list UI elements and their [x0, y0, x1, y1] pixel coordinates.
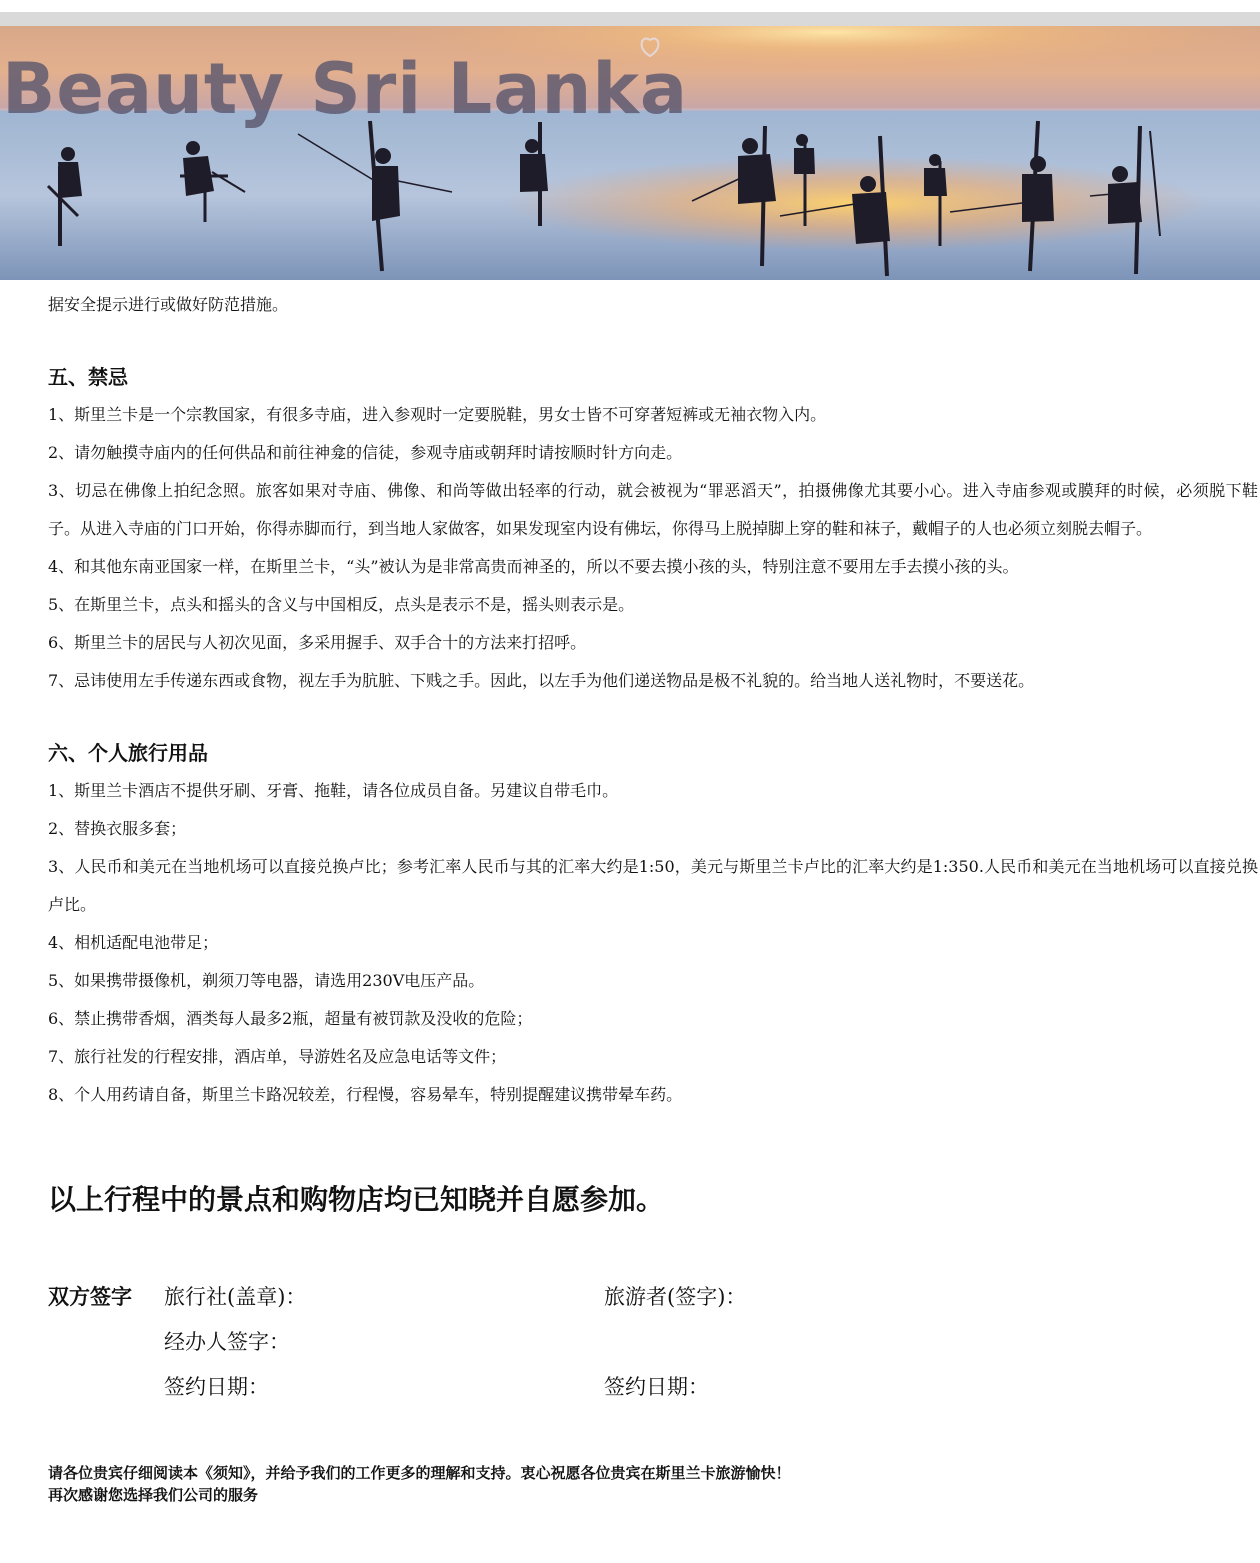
signature-label: 双方签字 [48, 1285, 132, 1309]
section-5-item: 5、在斯里兰卡，点头和摇头的含义与中国相反，点头是表示不是，摇头则表示是。 [48, 595, 635, 614]
section-6-item: 7、旅行社发的行程安排，酒店单，导游姓名及应急电话等文件； [48, 1047, 507, 1066]
agency-seal-field: 旅行社(盖章)： [164, 1285, 307, 1309]
section-6-item: 1、斯里兰卡酒店不提供牙刷、牙膏、拖鞋，请各位成员自备。另建议自带毛巾。 [48, 781, 619, 800]
section-5-item: 4、和其他东南亚国家一样，在斯里兰卡，“头”被认为是非常高贵而神圣的，所以不要去摸小孩的头，特别注意不要用左手去摸小孩的头。 [48, 557, 1019, 576]
footer-line-2: 再次感谢您选择我们公司的服务 [48, 1486, 259, 1504]
section-5-item: 2、请勿触摸寺庙内的任何供品和前往神龛的信徒，参观寺庙或朝拜时请按顺时针方向走。 [48, 443, 683, 462]
section-6-heading: 六、个人旅行用品 [48, 741, 208, 765]
tourist-date-field: 签约日期： [604, 1375, 709, 1399]
section-5-heading: 五、禁忌 [48, 365, 128, 389]
top-margin [0, 0, 1260, 12]
intro-fragment: 据安全提示进行或做好防范措施。 [48, 295, 289, 314]
handler-sign-field: 经办人签字： [164, 1330, 290, 1354]
banner-title: Beauty Sri Lanka [2, 48, 689, 130]
footer-line-1: 请各位贵宾仔细阅读本《须知》，并给予我们的工作更多的理解和支持。衷心祝愿各位贵宾在斯里兰卡旅游愉快！ [48, 1464, 791, 1482]
section-6-item: 8、个人用药请自备，斯里兰卡路况较差，行程慢，容易晕车，特别提醒建议携带晕车药。 [48, 1085, 683, 1104]
signature-block [48, 1281, 1208, 1416]
section-5-item: 6、斯里兰卡的居民与人初次见面，多采用握手、双手合十的方法来打招呼。 [48, 633, 587, 652]
banner-image [0, 26, 1260, 280]
section-6-item: 5、如果携带摄像机，剃须刀等电器，请选用230V电压产品。 [48, 971, 485, 990]
section-5-item: 1、斯里兰卡是一个宗教国家，有很多寺庙，进入参观时一定要脱鞋，男女士皆不可穿著短裤或无袖衣物入内。 [48, 405, 827, 424]
section-6-item: 4、相机适配电池带足； [48, 933, 219, 952]
section-5-item: 7、忌讳使用左手传递东西或食物，视左手为肮脏、下贱之手。因此，以左手为他们递送物品是极不礼貌的。给当地人送礼物时，不要送花。 [48, 671, 1035, 690]
section-6-item: 6、禁止携带香烟，酒类每人最多2瓶，超量有被罚款及没收的危险； [48, 1009, 533, 1028]
participation-notice: 以上行程中的景点和购物店均已知晓并自愿参加。 [48, 1183, 665, 1216]
agency-date-field: 签约日期： [164, 1375, 269, 1399]
section-6-item: 3、人民币和美元在当地机场可以直接兑换卢比；参考汇率人民币与其的汇率大约是1:50，美元与斯里兰卡卢比的汇率大约是1:350.人民币和美元在当地机场可以直接兑换卢比。 [48, 857, 1258, 914]
banner-top-strip [0, 12, 1260, 26]
document-body [48, 280, 1260, 1114]
footer-note [48, 1462, 791, 1506]
section-6-item: 2、替换衣服多套； [48, 819, 187, 838]
section-5-item: 3、切忌在佛像上拍纪念照。旅客如果对寺庙、佛像、和尚等做出轻率的行动，就会被视为“罪恶滔天”，拍摄佛像尤其要小心。进入寺庙参观或膜拜的时候，必须脱下鞋子。从进入寺庙的门口开始，你得赤脚而行，到当地人家做客，如果发现室内设有佛坛，你得马上脱掉脚上穿的鞋和袜子，戴帽子的人也必须立刻脱去帽子。 [48, 481, 1258, 538]
tourist-sign-field: 旅游者(签字)： [604, 1285, 747, 1309]
